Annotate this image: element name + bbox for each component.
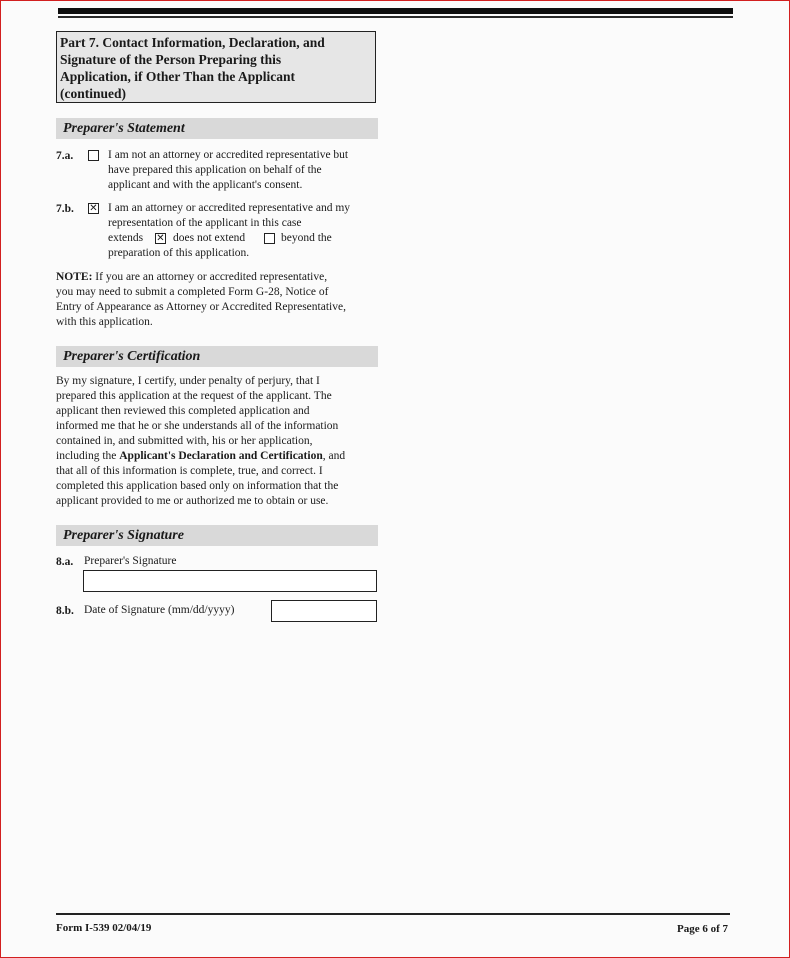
footer-rule <box>56 913 730 915</box>
preparer-statement-header: Preparer's Statement <box>56 118 378 139</box>
item-7b-text-line: preparation of this application. <box>108 247 250 259</box>
note-line <box>56 270 327 285</box>
note-line: you may need to submit a completed Form G-28, Notice of <box>56 286 329 298</box>
date-of-signature-field[interactable] <box>271 600 377 622</box>
page-number: Page 6 of 7 <box>677 923 729 935</box>
certification-text: including the <box>56 450 120 462</box>
beyond-label: beyond the <box>281 232 332 244</box>
item-number-7b: 7.b. <box>56 203 74 215</box>
item-7b-text-line: I am an attorney or accredited representative and my <box>108 202 351 214</box>
preparer-signature-header: Preparer's Signature <box>56 525 378 546</box>
certification-line: informed me that he or she understands all of the information <box>56 420 339 432</box>
certification-line <box>56 449 345 464</box>
top-rule-thin <box>58 16 733 18</box>
checkbox-7a[interactable] <box>88 150 99 161</box>
certification-line: contained in, and submitted with, his or her application, <box>56 435 313 447</box>
top-rule <box>58 8 733 14</box>
certification-line: that all of this information is complete, true, and correct. I <box>56 465 323 477</box>
does-not-extend-label: does not extend <box>173 232 246 244</box>
checkbox-7b[interactable]: ✕ <box>89 203 98 214</box>
item-number-8b: 8.b. <box>56 605 74 617</box>
checkbox-extends[interactable]: ✕ <box>156 233 165 244</box>
date-of-signature-label: Date of Signature (mm/dd/yyyy) <box>84 604 235 616</box>
certification-line: applicant provided to me or authorized me to obtain or use. <box>56 495 329 507</box>
certification-line: completed this application based only on information that the <box>56 480 339 492</box>
part-7-title-box <box>56 31 376 103</box>
part-title-line: Signature of the Person Preparing this <box>60 52 282 67</box>
part-title-line: Application, if Other Than the Applicant <box>60 69 296 84</box>
item-number-7a: 7.a. <box>56 150 74 162</box>
checkbox-does-not-extend[interactable] <box>264 233 275 244</box>
certification-text: , and <box>322 450 346 462</box>
note-text: If you are an attorney or accredited representative, <box>92 271 328 283</box>
certification-line: applicant then reviewed this completed application and <box>56 405 310 417</box>
form-id: Form I-539 02/04/19 <box>56 922 152 934</box>
item-7a-text-line: have prepared this application on behalf of the <box>108 164 322 176</box>
part-title-line: (continued) <box>60 86 127 101</box>
certification-line: prepared this application at the request of the applicant. The <box>56 390 332 402</box>
item-7b-text-line: representation of the applicant in this case <box>108 217 302 229</box>
preparer-signature-field[interactable] <box>83 570 377 592</box>
certification-line: By my signature, I certify, under penalty of perjury, that I <box>56 375 320 387</box>
extends-label: extends <box>108 232 144 244</box>
certification-emphasis: Applicant's Declaration and Certification <box>119 450 323 462</box>
note-line: with this application. <box>56 316 153 328</box>
item-7a-text-line: I am not an attorney or accredited representative but <box>108 149 349 161</box>
item-7a-text-line: applicant and with the applicant's consent. <box>108 179 303 191</box>
note-label: NOTE: <box>56 271 93 283</box>
preparer-certification-header: Preparer's Certification <box>56 346 378 367</box>
note-line: Entry of Appearance as Attorney or Accredited Representative, <box>56 301 346 313</box>
preparer-signature-label: Preparer's Signature <box>84 555 177 567</box>
item-number-8a: 8.a. <box>56 556 74 568</box>
part-title-line: Part 7. Contact Information, Declaration, and <box>60 35 325 50</box>
